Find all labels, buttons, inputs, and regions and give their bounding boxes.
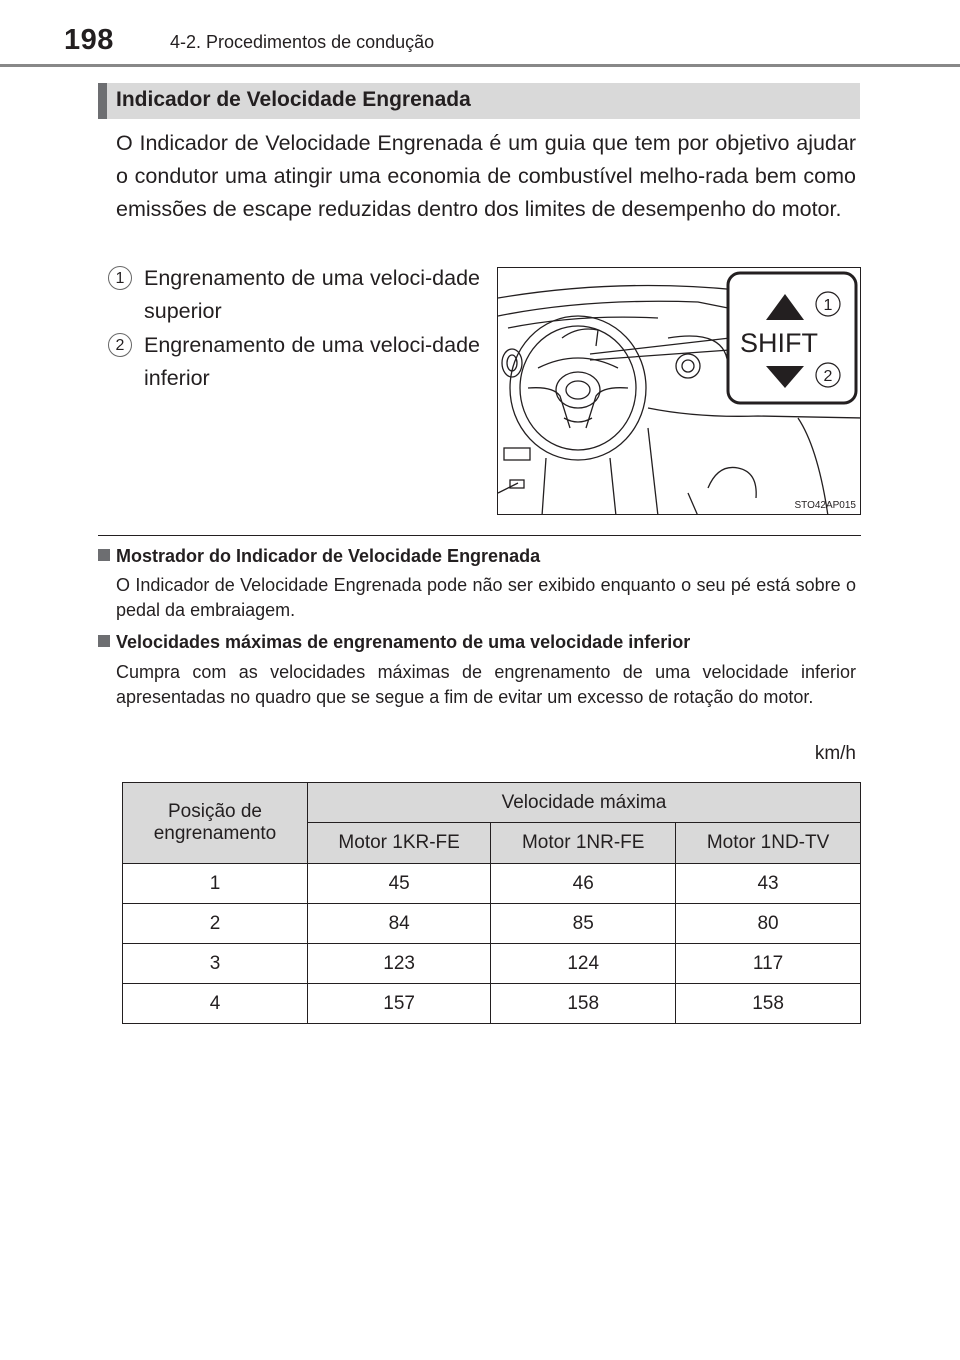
table-row [123,904,861,944]
header-position: Posição de engrenamento [123,783,308,864]
table-cell: 80 [676,904,861,944]
header-engine: Motor 1KR-FE [308,823,491,864]
callout-upshift [108,262,480,328]
section-title: Indicador de Velocidade Engrenada [116,88,471,111]
table-unit: km/h [814,743,856,764]
note-heading-text: Mostrador do Indicador de Velocidade Engrenada [116,546,541,566]
figure-marker-2: 2 [823,368,833,385]
note-heading-display [98,546,540,567]
dashboard-illustration [497,267,861,515]
table-row [123,944,861,984]
bullet-square-icon [98,635,110,647]
table-cell: 158 [676,984,861,1024]
note-text-display: O Indicador de Velocidade Engrenada pode não ser exibido enquanto o seu pé está sobre o pedal da embraiagem. [116,575,856,620]
max-speed-table [122,782,861,1024]
header-rule [0,64,960,67]
callout-text-2: Engrenamento de uma veloci-dade inferior [144,333,480,390]
table-cell: 3 [123,944,308,984]
table-cell: 4 [123,984,308,1024]
figure-marker-1: 1 [823,297,833,314]
callout-text-1: Engrenamento de uma veloci-dade superior [144,266,480,323]
table-cell: 85 [491,904,676,944]
dashboard-drawing [498,268,861,515]
table-row [123,984,861,1024]
table-row [123,864,861,904]
section-divider [98,535,861,536]
section-title-bar [98,83,860,119]
table-cell: 117 [676,944,861,984]
note-text-maxspeed: Cumpra com as velocidades máximas de engrenamento de uma velocidade inferior apresentadas no quadro que se segue a fim de evitar um excesso de rotação do motor. [116,662,856,707]
table-cell: 124 [491,944,676,984]
callout-number-2: 2 [108,333,132,357]
note-heading-text: Velocidades máximas de engrenamento de uma velocidade inferior [116,632,691,652]
header-engine: Motor 1NR-FE [491,823,676,864]
table-cell: 43 [676,864,861,904]
bullet-square-icon [98,549,110,561]
note-heading-maxspeed [98,632,690,653]
callout-downshift [108,329,480,395]
figure-code: STO42AP015 [794,500,856,511]
intro-paragraph: O Indicador de Velocidade Engrenada é um guia que tem por objetivo ajudar o condutor uma atingir uma economia de combustível melho-rada bem como emissões de escape reduzidas dentro dos limites de desempenho do motor. [116,131,856,221]
table-cell: 123 [308,944,491,984]
table-cell: 46 [491,864,676,904]
shift-label: SHIFT [740,328,818,358]
callout-number-1: 1 [108,266,132,290]
header-max-speed: Velocidade máxima [308,783,861,823]
header-engine: Motor 1ND-TV [676,823,861,864]
table-cell: 84 [308,904,491,944]
table-cell: 157 [308,984,491,1024]
section-path: 4-2. Procedimentos de condução [170,32,435,52]
table-cell: 2 [123,904,308,944]
table-cell: 158 [491,984,676,1024]
page-number: 198 [64,24,114,56]
table-cell: 45 [308,864,491,904]
table-cell: 1 [123,864,308,904]
